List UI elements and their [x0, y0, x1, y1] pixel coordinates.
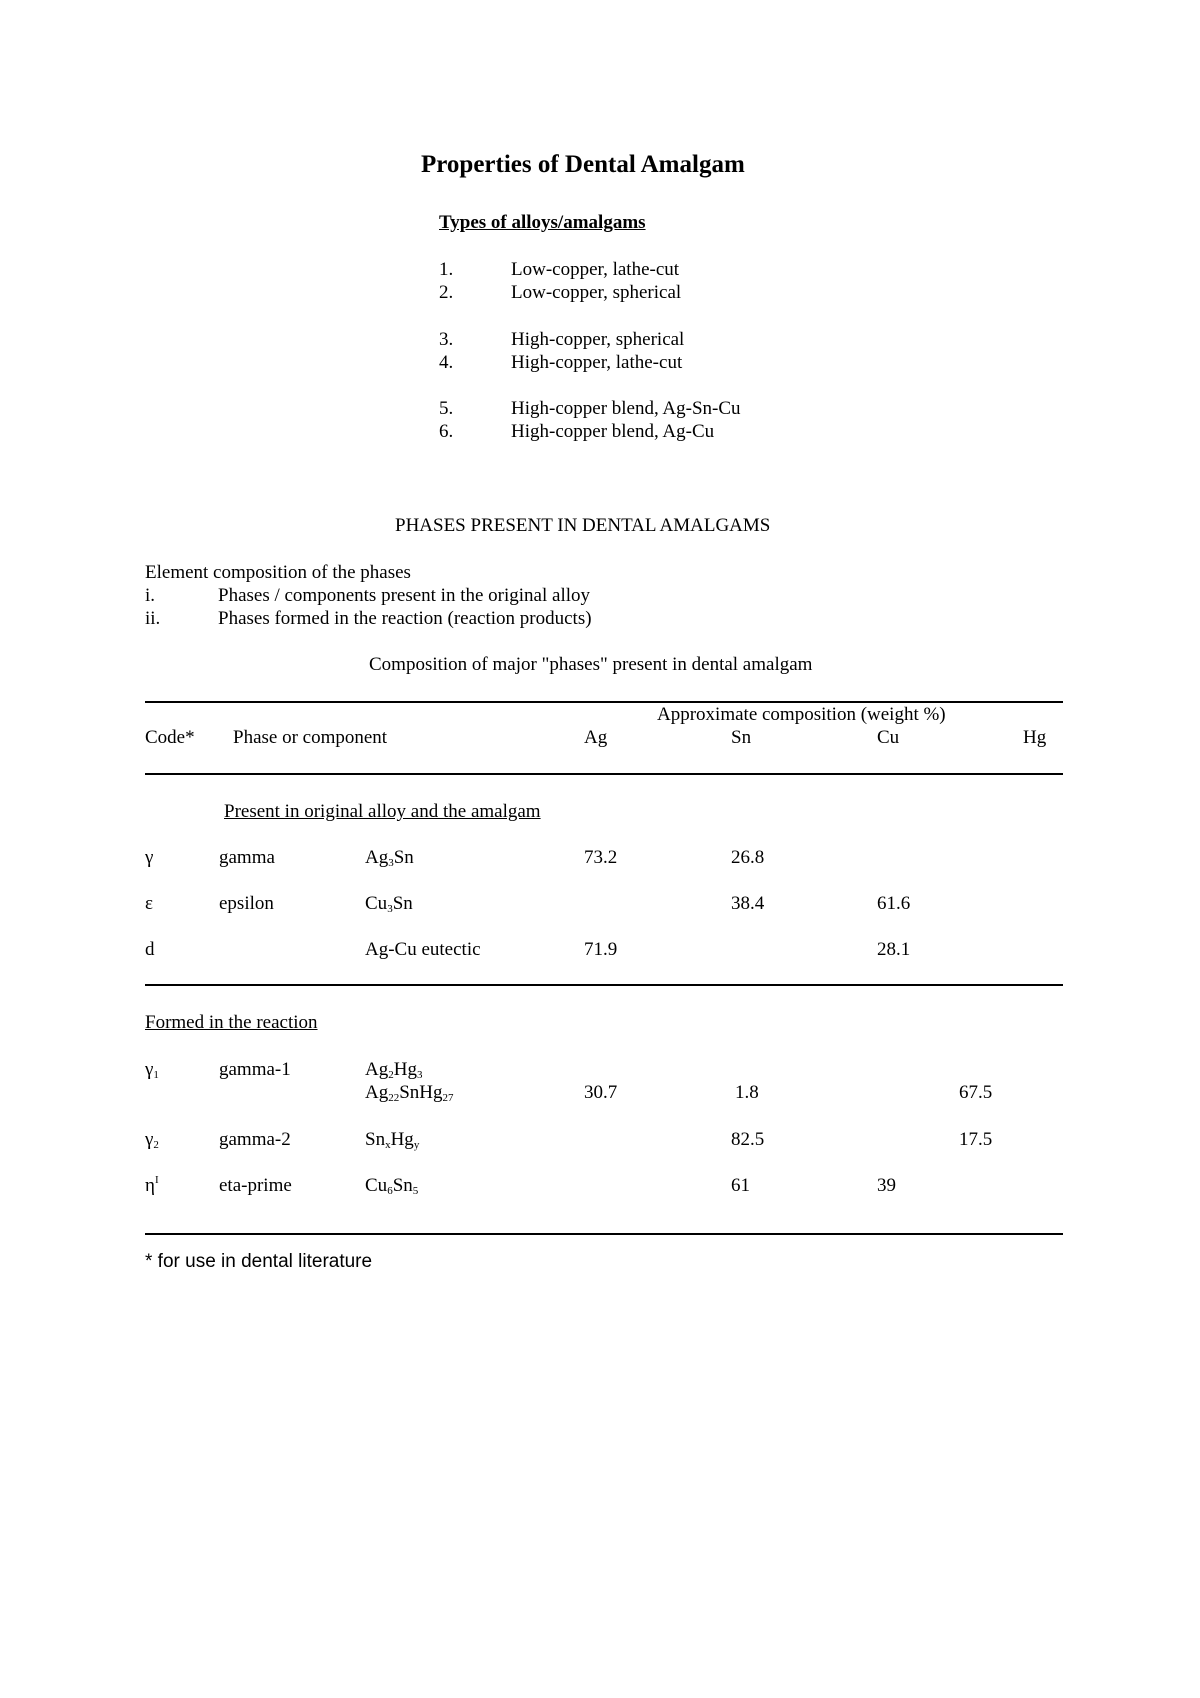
row-phase-name: gamma-1	[219, 1059, 291, 1080]
row-sn: 38.4	[731, 893, 765, 914]
phase-point-number: ii.	[145, 608, 161, 629]
header-bottom-rule	[145, 773, 1063, 775]
row-formula: $Ag_3Sn$	[365, 847, 414, 869]
row-phase-name: gamma-2	[219, 1129, 291, 1150]
row-formula: $Ag_2Hg_3$	[365, 1059, 423, 1081]
row-code: $\gamma_1$	[145, 1059, 159, 1081]
row-sn: 82.5	[731, 1129, 765, 1150]
table-top-rule	[145, 701, 1063, 703]
row-ag: 73.2	[584, 847, 618, 868]
phase-point-number: i.	[145, 585, 156, 606]
header-code: Code*	[145, 727, 195, 748]
phases-intro: Element composition of the phases	[145, 562, 411, 583]
type-item-number: 2.	[439, 282, 454, 303]
phases-heading: PHASES PRESENT IN DENTAL AMALGAMS	[395, 515, 771, 536]
table-caption: Composition of major "phases" present in dental amalgam	[369, 654, 813, 675]
header-sn: Sn	[731, 727, 752, 748]
row-sn: 61	[731, 1175, 750, 1196]
row-sn: 1.8	[735, 1082, 759, 1103]
section-divider-rule	[145, 984, 1063, 986]
type-item-number: 1.	[439, 259, 454, 280]
phase-point-text: Phases / components present in the original alloy	[218, 585, 591, 606]
row-formula: Ag-Cu eutectic	[365, 939, 481, 960]
group-header: Approximate composition (weight %)	[657, 704, 946, 725]
type-item-text: High-copper blend, Ag-Sn-Cu	[511, 398, 741, 419]
row-sn: 26.8	[731, 847, 765, 868]
header-phase: Phase or component	[233, 727, 388, 748]
type-item-text: High-copper, spherical	[511, 329, 685, 350]
page-title: Properties of Dental Amalgam	[421, 151, 745, 178]
types-heading: Types of alloys/amalgams	[439, 212, 646, 233]
header-hg: Hg	[1023, 727, 1047, 748]
type-item-text: High-copper blend, Ag-Cu	[511, 421, 715, 442]
row-ag: 30.7	[584, 1082, 618, 1103]
row-phase-name: eta-prime	[219, 1175, 292, 1196]
footnote: * for use in dental literature	[145, 1251, 373, 1272]
type-item-text: High-copper, lathe-cut	[511, 352, 683, 373]
row-cu: 61.6	[877, 893, 911, 914]
table-bottom-rule	[145, 1233, 1063, 1235]
row-code: $\gamma_2$	[145, 1129, 159, 1151]
section-reaction-heading: Formed in the reaction	[145, 1012, 318, 1033]
type-item-number: 4.	[439, 352, 454, 373]
row-formula: $Cu_3Sn$	[365, 893, 413, 915]
row-code: d	[145, 939, 155, 960]
phase-point-text: Phases formed in the reaction (reaction products)	[218, 608, 592, 629]
row-hg: 17.5	[959, 1129, 993, 1150]
type-item-text: Low-copper, lathe-cut	[511, 259, 680, 280]
row-phase-name: epsilon	[219, 893, 274, 914]
header-ag: Ag	[584, 727, 608, 748]
type-item-number: 3.	[439, 329, 454, 350]
row-cu: 39	[877, 1175, 896, 1196]
type-item-number: 5.	[439, 398, 454, 419]
row-ag: 71.9	[584, 939, 618, 960]
row-formula: $Cu_6Sn_5$	[365, 1175, 419, 1197]
row-formula-secondary: $Ag_{22}SnHg_{27}$	[365, 1082, 454, 1104]
row-formula: $Sn_xHg_y$	[365, 1129, 420, 1151]
row-hg: 67.5	[959, 1082, 993, 1103]
section-original-heading: Present in original alloy and the amalgam	[224, 801, 541, 822]
type-item-number: 6.	[439, 421, 454, 442]
row-code: $\eta^I$	[145, 1174, 159, 1196]
row-phase-name: gamma	[219, 847, 275, 868]
header-cu: Cu	[877, 727, 900, 748]
row-code: γ	[145, 847, 154, 868]
type-item-text: Low-copper, spherical	[511, 282, 682, 303]
row-cu: 28.1	[877, 939, 911, 960]
row-code: ε	[145, 893, 153, 914]
